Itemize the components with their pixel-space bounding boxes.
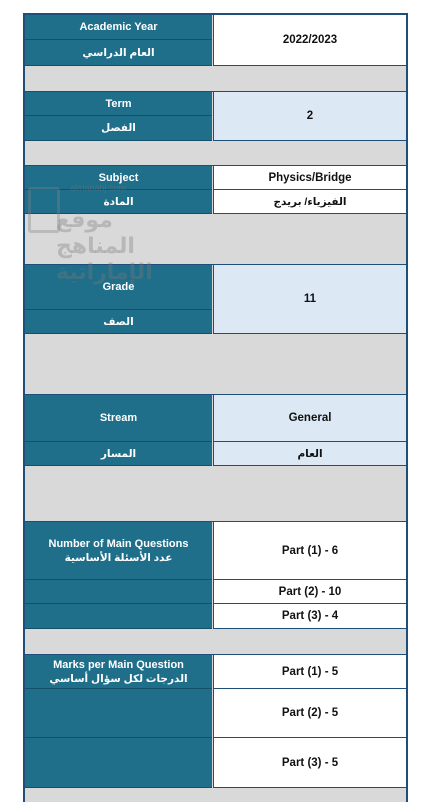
marks-part-2: Part (2) - 5: [213, 689, 406, 738]
spacer-row: [25, 334, 406, 395]
marks-label-ar: الدرجات لكل سؤال أساسي: [49, 672, 188, 685]
watermark-site: almanahj.com: [70, 183, 127, 193]
main-questions-part-2: Part (2) - 10: [213, 580, 406, 604]
term-label-en: Term: [25, 92, 212, 116]
spacer-row: [25, 214, 406, 265]
watermark-text: موقع المناهج الإماراتية: [56, 207, 153, 284]
marks-label-filler: [25, 738, 212, 788]
main-questions-label: [25, 522, 212, 580]
term-label-ar: الفصل: [25, 116, 212, 141]
stream-label-ar: المسار: [25, 442, 212, 466]
marks-part-1: Part (1) - 5: [213, 655, 406, 689]
subject-label-ar: المادة: [25, 190, 212, 214]
grade-label-en: Grade: [25, 265, 212, 310]
main-questions-label-filler: [25, 604, 212, 629]
main-questions-label-ar: عدد الأسئلة الأساسية: [64, 551, 173, 564]
main-questions-part-3: Part (3) - 4: [213, 604, 406, 629]
main-questions-part-1: Part (1) - 6: [213, 522, 406, 580]
marks-part-3: Part (3) - 5: [213, 738, 406, 788]
grade-value: 11: [213, 265, 406, 334]
main-questions-label-filler: [25, 580, 212, 604]
grade-label-ar: الصف: [25, 310, 212, 334]
term-value: 2: [213, 92, 406, 141]
info-sheet: [23, 13, 408, 802]
marks-label-filler: [25, 689, 212, 738]
academic-year-value: 2022/2023: [213, 15, 406, 66]
stream-value-ar: العام: [213, 442, 406, 466]
subject-value-en: Physics/Bridge: [213, 166, 406, 190]
spacer-row: [25, 141, 406, 166]
spacer-row: [25, 66, 406, 92]
subject-label-en: Subject: [25, 166, 212, 190]
subject-value-ar: الفيزياء/ بريدج: [213, 190, 406, 214]
academic-year-label-ar: العام الدراسي: [25, 40, 212, 66]
marks-label: [25, 655, 212, 689]
marks-label-en: Marks per Main Question: [53, 658, 184, 671]
main-questions-label-en: Number of Main Questions: [48, 537, 189, 550]
spacer-row: [25, 629, 406, 655]
stream-label-en: Stream: [25, 395, 212, 442]
spacer-row: [25, 466, 406, 522]
academic-year-label-en: Academic Year: [25, 15, 212, 40]
stream-value-en: General: [213, 395, 406, 442]
